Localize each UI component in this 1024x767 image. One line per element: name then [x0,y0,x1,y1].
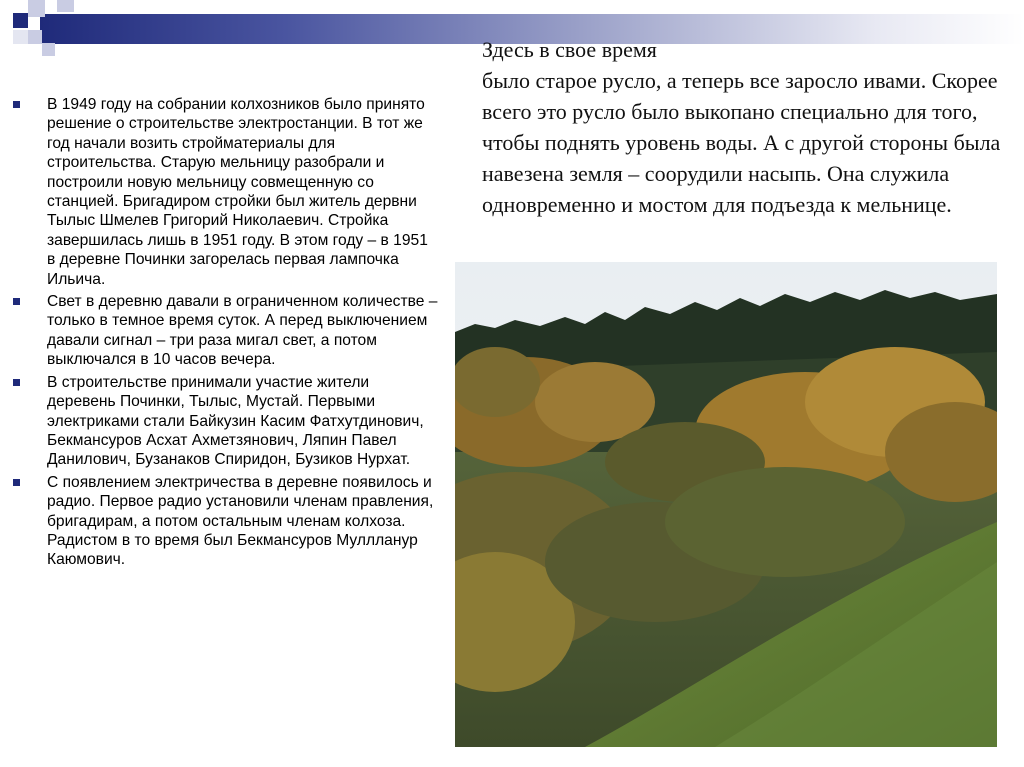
river-description: Здесь в свое время было старое русло, а теперь все заросло ивами. Скорее всего это русло было выкопано специально для того, чтобы поднять уровень воды. А с другой стороны была навезена земля – соорудили насыпь. Она служила одновременно и мостом для подъезда к мельнице. [482,37,1001,217]
bullet-text: С появлением электричества в деревне появилось и радио. Первое радио установили членам правления, бригадирам, а потом остальным членам колхоза. Радистом в то время был Бекмансуров Муллланур Каюмович. [47,473,434,569]
square-bullet-icon [13,479,20,486]
square-bullet-icon [13,298,20,305]
bullet-text: В строительстве принимали участие жители деревень Починки, Тылыс, Мустай. Первыми электриками стали Байкузин Касим Фатхутдинович, Бекмансуров Асхат Ахметзянович, Ляпин Павел Данилович, Бузанаков Спиридон, Бузиков Нурхат. [47,373,424,469]
history-bullet-list [10,95,440,573]
decor-square [13,30,28,44]
square-bullet-icon [13,101,20,108]
bullet-item [10,292,440,370]
decor-square [13,13,28,28]
bullet-item [10,473,440,570]
square-bullet-icon [13,379,20,386]
decor-square [42,43,55,56]
bullet-text: Свет в деревню давали в ограниченном количестве – только в темное время суток. А перед выключением давали сигнал – три раза мигал свет, а потом выключался в 10 часов вечера. [47,293,438,369]
decor-square [28,0,45,17]
bullet-text: В 1949 году на собрании колхозников было принято решение о строительстве электростанции. В тот же год начали возить стройматериалы для строительства. Старую мельницу разобрали и построили новую мельницу совмещенную со станцией. Бригадиром стройки был житель дервни Тылыс Шмелев Григорий Николаевич. Стройка завершилась лишь в 1951 году. В этом году – в 1951 в деревне Починки загорелась первая лампочка Ильича. [47,96,428,288]
landscape-illustration [455,262,997,747]
decor-square [57,0,74,12]
bullet-item [10,373,440,470]
landscape-photo [455,262,997,747]
bullet-item [10,95,440,289]
decor-square [28,30,42,44]
